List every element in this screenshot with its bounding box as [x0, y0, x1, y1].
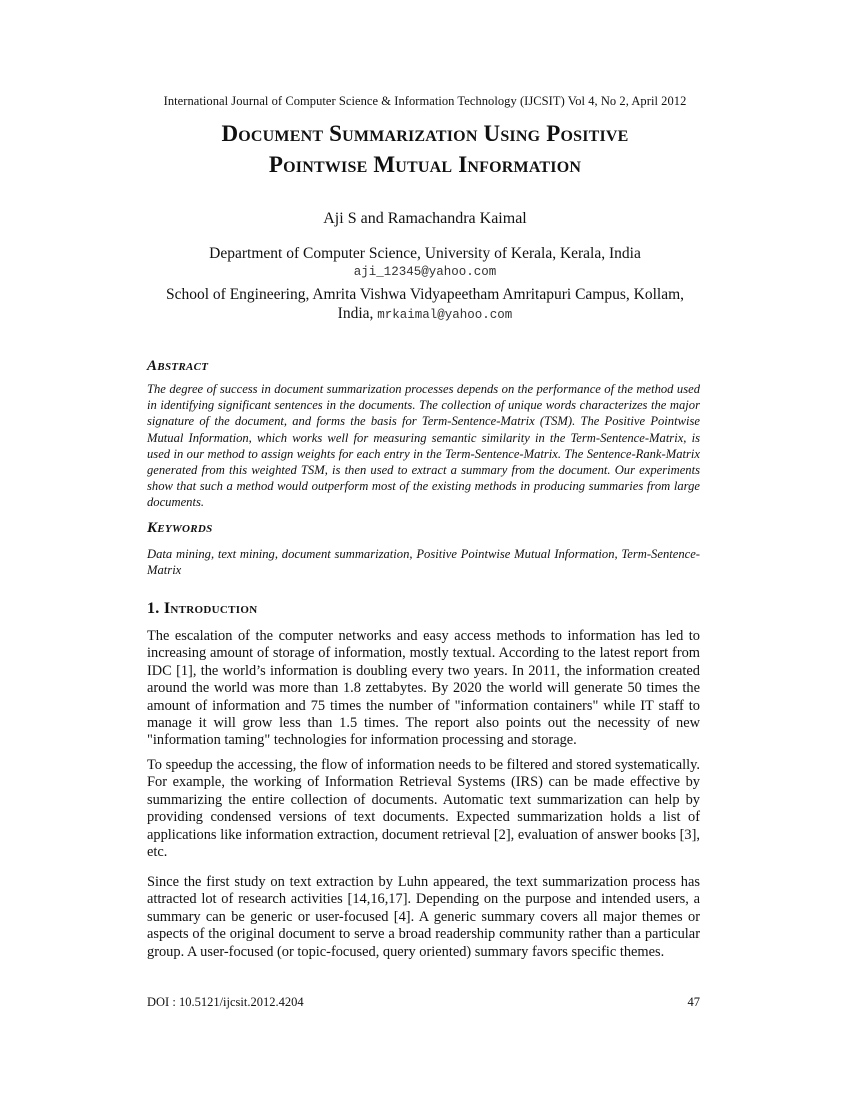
intro-paragraph-2: To speedup the accessing, the flow of information needs to be filtered and stored systematically. For example, the working of Information Retrieval Systems (IRS) can be made effective by summarizing the entire collection of documents. Automatic text summarization can help by providing condensed versions of text documents. Expected summarization holds a list of applications like information extraction, document retrieval [2], evaluation of answer books [3], etc.: [147, 757, 700, 861]
affiliation-2-email[interactable]: mrkaimal@yahoo.com: [377, 308, 513, 322]
paper-title-line-2: Pointwise Mutual Information: [268, 152, 582, 177]
footer-page-number: 47: [687, 995, 700, 1009]
authors: Aji S and Ramachandra Kaimal: [323, 210, 527, 227]
introduction-heading: 1. Introduction: [147, 600, 258, 617]
affiliation-2-department: School of Engineering, Amrita Vishwa Vidyapeetham Amritapuri Campus, Kollam,: [165, 286, 685, 303]
affiliation-2: [100, 285, 750, 325]
affiliation-1: [100, 244, 750, 282]
paper-title: [60, 118, 790, 180]
intro-paragraph-3: Since the first study on text extraction by Luhn appeared, the text summarization process has attracted lot of research activities [14,16,17]. Depending on the purpose and intended users, a summary can be generic or user-focused [4]. A generic summary covers all major themes or aspects of the original document to serve a broad readership community rather than a particular group. A user-focused (or topic-focused, query oriented) summary favors specific themes.: [147, 874, 700, 960]
footer-doi: DOI : 10.5121/ijcsit.2012.4204: [147, 995, 304, 1009]
abstract-heading: Abstract: [147, 358, 209, 374]
affiliation-2-country: India,: [337, 305, 374, 322]
keywords-heading: Keywords: [147, 520, 213, 536]
abstract-text: The degree of success in document summarization processes depends on the performance of the method used in identifying significant sentences in the documents. The collection of unique words characterizes the major signature of the document, and forms the basis for Term-Sentence-Matrix (TSM). The Positive Pointwise Mutual Information, which works well for measuring semantic similarity in the Term-Sentence-Matrix, is used in our method to assign weights for each entry in the Term-Sentence-Matrix. The Sentence-Rank-Matrix generated from this weighted TSM, is then used to extract a summary from the document. Our experiments show that such a method would outperform most of the existing methods in producing summaries from large documents.: [147, 382, 700, 510]
running-header: International Journal of Computer Science & Information Technology (IJCSIT) Vol 4, No 2, April 2012: [163, 94, 687, 108]
keywords-text: Data mining, text mining, document summarization, Positive Pointwise Mutual Information, Term-Sentence-Matrix: [147, 547, 700, 578]
affiliation-1-department: Department of Computer Science, University of Kerala, Kerala, India: [209, 245, 641, 262]
paper-title-line-1: Document Summarization Using Positive: [221, 121, 629, 146]
intro-paragraph-1: The escalation of the computer networks and easy access methods to information has led to increasing amount of storage of information, mostly textual. According to the latest report from IDC [1], the world’s information is doubling every two years. In 2011, the information created around the world was more than 1.8 zettabytes. By 2020 the world will generate 50 times the amount of information and 75 times the number of "information containers" while IT staff to manage it will grow less than 1.5 times. The report also points out the necessity of new "information taming" technologies for information processing and storage.: [147, 628, 700, 749]
affiliation-2-department-cont: [100, 304, 750, 325]
affiliation-1-email[interactable]: aji_12345@yahoo.com: [353, 265, 497, 279]
